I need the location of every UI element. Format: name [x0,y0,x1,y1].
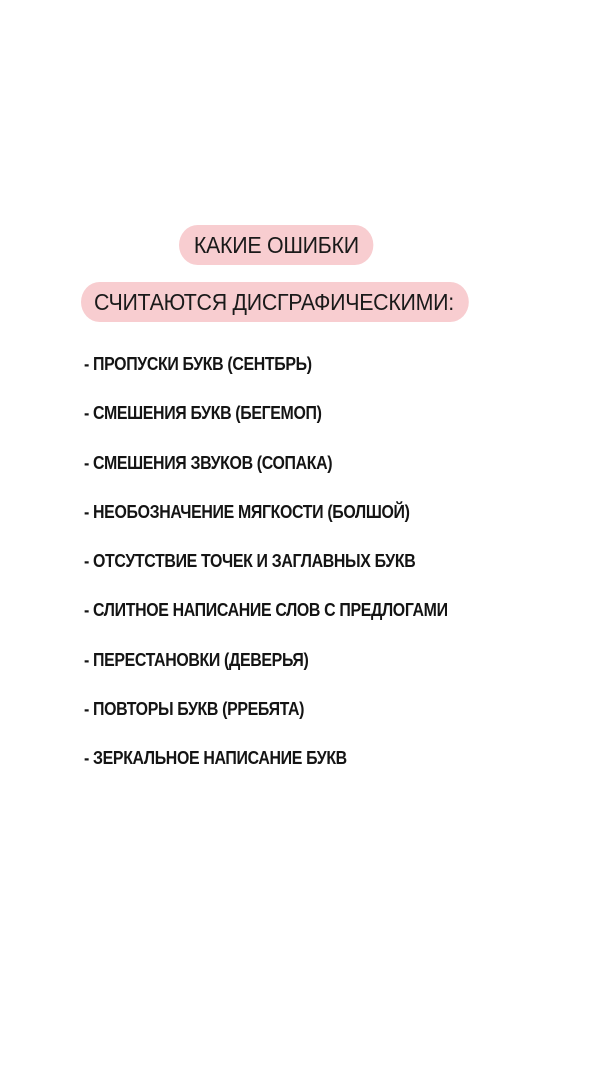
list-item: - ПЕРЕСТАНОВКИ (ДЕВЕРЬЯ) [84,648,309,670]
list-item: - ЗЕРКАЛЬНОЕ НАПИСАНИЕ БУКВ [84,747,347,769]
error-list [84,350,507,794]
list-item: - СМЕШЕНИЯ ЗВУКОВ (СОПАКА) [84,451,333,473]
list-item: - ОТСУТСТВИЕ ТОЧЕК И ЗАГЛАВНЫХ БУКВ [84,550,416,572]
list-item: - СМЕШЕНИЯ БУКВ (БЕГЕМОП) [84,402,322,424]
heading-line-2: СЧИТАЮТСЯ ДИСГРАФИЧЕСКИМИ: [81,282,469,322]
heading-line-1: КАКИЕ ОШИБКИ [179,225,374,265]
list-item: - СЛИТНОЕ НАПИСАНИЕ СЛОВ С ПРЕДЛОГАМИ [84,599,448,621]
list-item: - НЕОБОЗНАЧЕНИЕ МЯГКОСТИ (БОЛШОЙ) [84,500,410,522]
list-item: - ПРОПУСКИ БУКВ (СЕНТБРЬ) [84,353,312,374]
list-item: - ПОВТОРЫ БУКВ (РРЕБЯТА) [84,698,305,720]
